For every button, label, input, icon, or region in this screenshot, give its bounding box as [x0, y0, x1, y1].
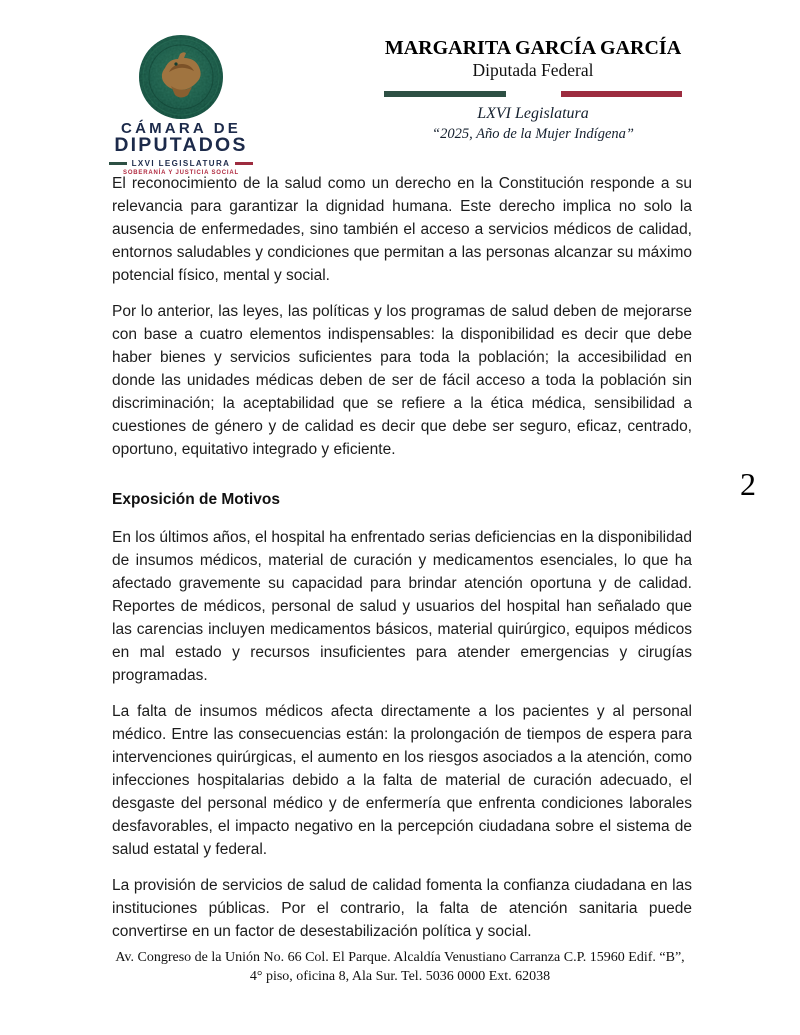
logo-green-dash: [109, 162, 127, 165]
flag-divider: [384, 91, 682, 97]
footer-contact-line: 4° piso, oficina 8, Ala Sur. Tel. 5036 0000 Ext. 62038: [249, 969, 551, 984]
document-body: [112, 172, 692, 956]
legislature-label: LXVI Legislatura: [477, 105, 589, 122]
paragraph: La falta de insumos médicos afecta directamente a los pacientes y al personal médico. Entre las consecuencias están: la prolongación de tiempos de espera para intervenciones quirúrgicas, el aumento en los riesgos asociados a la atención, como infecciones hospitalarias debido a la falta de material de curación adecuado, el desgaste del personal médico y de enfermería que enfrenta condiciones laborales desfavorables, el impacto negativo en la percepción ciudadana sobre el sistema de salud estatal y federal.: [112, 703, 692, 858]
camara-diputados-logo: [106, 30, 256, 176]
deputy-name: MARGARITA GARCÍA GARCÍA: [384, 37, 682, 59]
section-heading: Exposición de Motivos: [112, 491, 280, 508]
deputy-role: Diputada Federal: [472, 60, 594, 80]
logo-motto-label: SOBERANÍA Y JUSTICIA SOCIAL: [123, 170, 239, 176]
paragraph: Por lo anterior, las leyes, las políticas y los programas de salud deben de mejorarse con base a cuatro elementos indispensables: la disponibilidad es decir que debe haber bienes y servicios suficientes para toda la población; la accesibilidad en donde las unidades médicas deben de ser de fácil acceso a toda la población sin discriminación; la aceptabilidad que se refiere a la ética médica, sensibilidad a cuestiones de género y de calidad es decir que debe ser seguro, eficaz, centrado, oportuno, equitativo integrado y eficiente.: [112, 303, 692, 458]
flag-red-bar: [561, 91, 682, 97]
address-footer: [0, 948, 800, 986]
eagle-emblem-icon: [138, 34, 224, 120]
paragraph: El reconocimiento de la salud como un derecho en la Constitución responde a su relevancia para garantizar la dignidad humana. Este derecho implica no solo la ausencia de enfermedades, sino también el acceso a servicios médicos de calidad, entornos saludables y condiciones que permitan a las personas alcanzar su máximo potencial físico, mental y social.: [112, 175, 692, 284]
footer-address-line: Av. Congreso de la Unión No. 66 Col. El Parque. Alcaldía Venustiano Carranza C.P. 15960 Edif. “B”,: [115, 950, 685, 965]
logo-camara-de: CÁMARA DE: [121, 120, 241, 137]
letterhead-right: [384, 37, 682, 143]
logo-legislature-label: LXVI LEGISLATURA: [131, 159, 231, 168]
paragraph: En los últimos años, el hospital ha enfrentado serias deficiencias en la disponibilidad de insumos médicos, material de curación y medicamentos esenciales, lo que ha afectado gravemente su capacidad para brindar atención oportuna y de calidad. Reportes de médicos, personal de salud y usuarios del hospital han señalado que las carencias incluyen medicamentos básicos, material quirúrgico, equipos médicos en mal estado y recursos insuficientes para atender emergencias y cirugías programadas.: [112, 529, 692, 684]
paragraph: La provisión de servicios de salud de calidad fomenta la confianza ciudadana en las instituciones públicas. Por el contrario, la falta de atención sanitaria puede convertirse en un factor de desestabilización política y social.: [112, 877, 692, 940]
logo-legislature-row: [106, 159, 256, 168]
page-number: 2: [740, 466, 756, 502]
logo-red-dash: [235, 162, 253, 165]
logo-diputados: DIPUTADOS: [114, 134, 248, 156]
flag-green-bar: [384, 91, 506, 97]
year-motto: “2025, Año de la Mujer Indígena”: [432, 126, 634, 142]
